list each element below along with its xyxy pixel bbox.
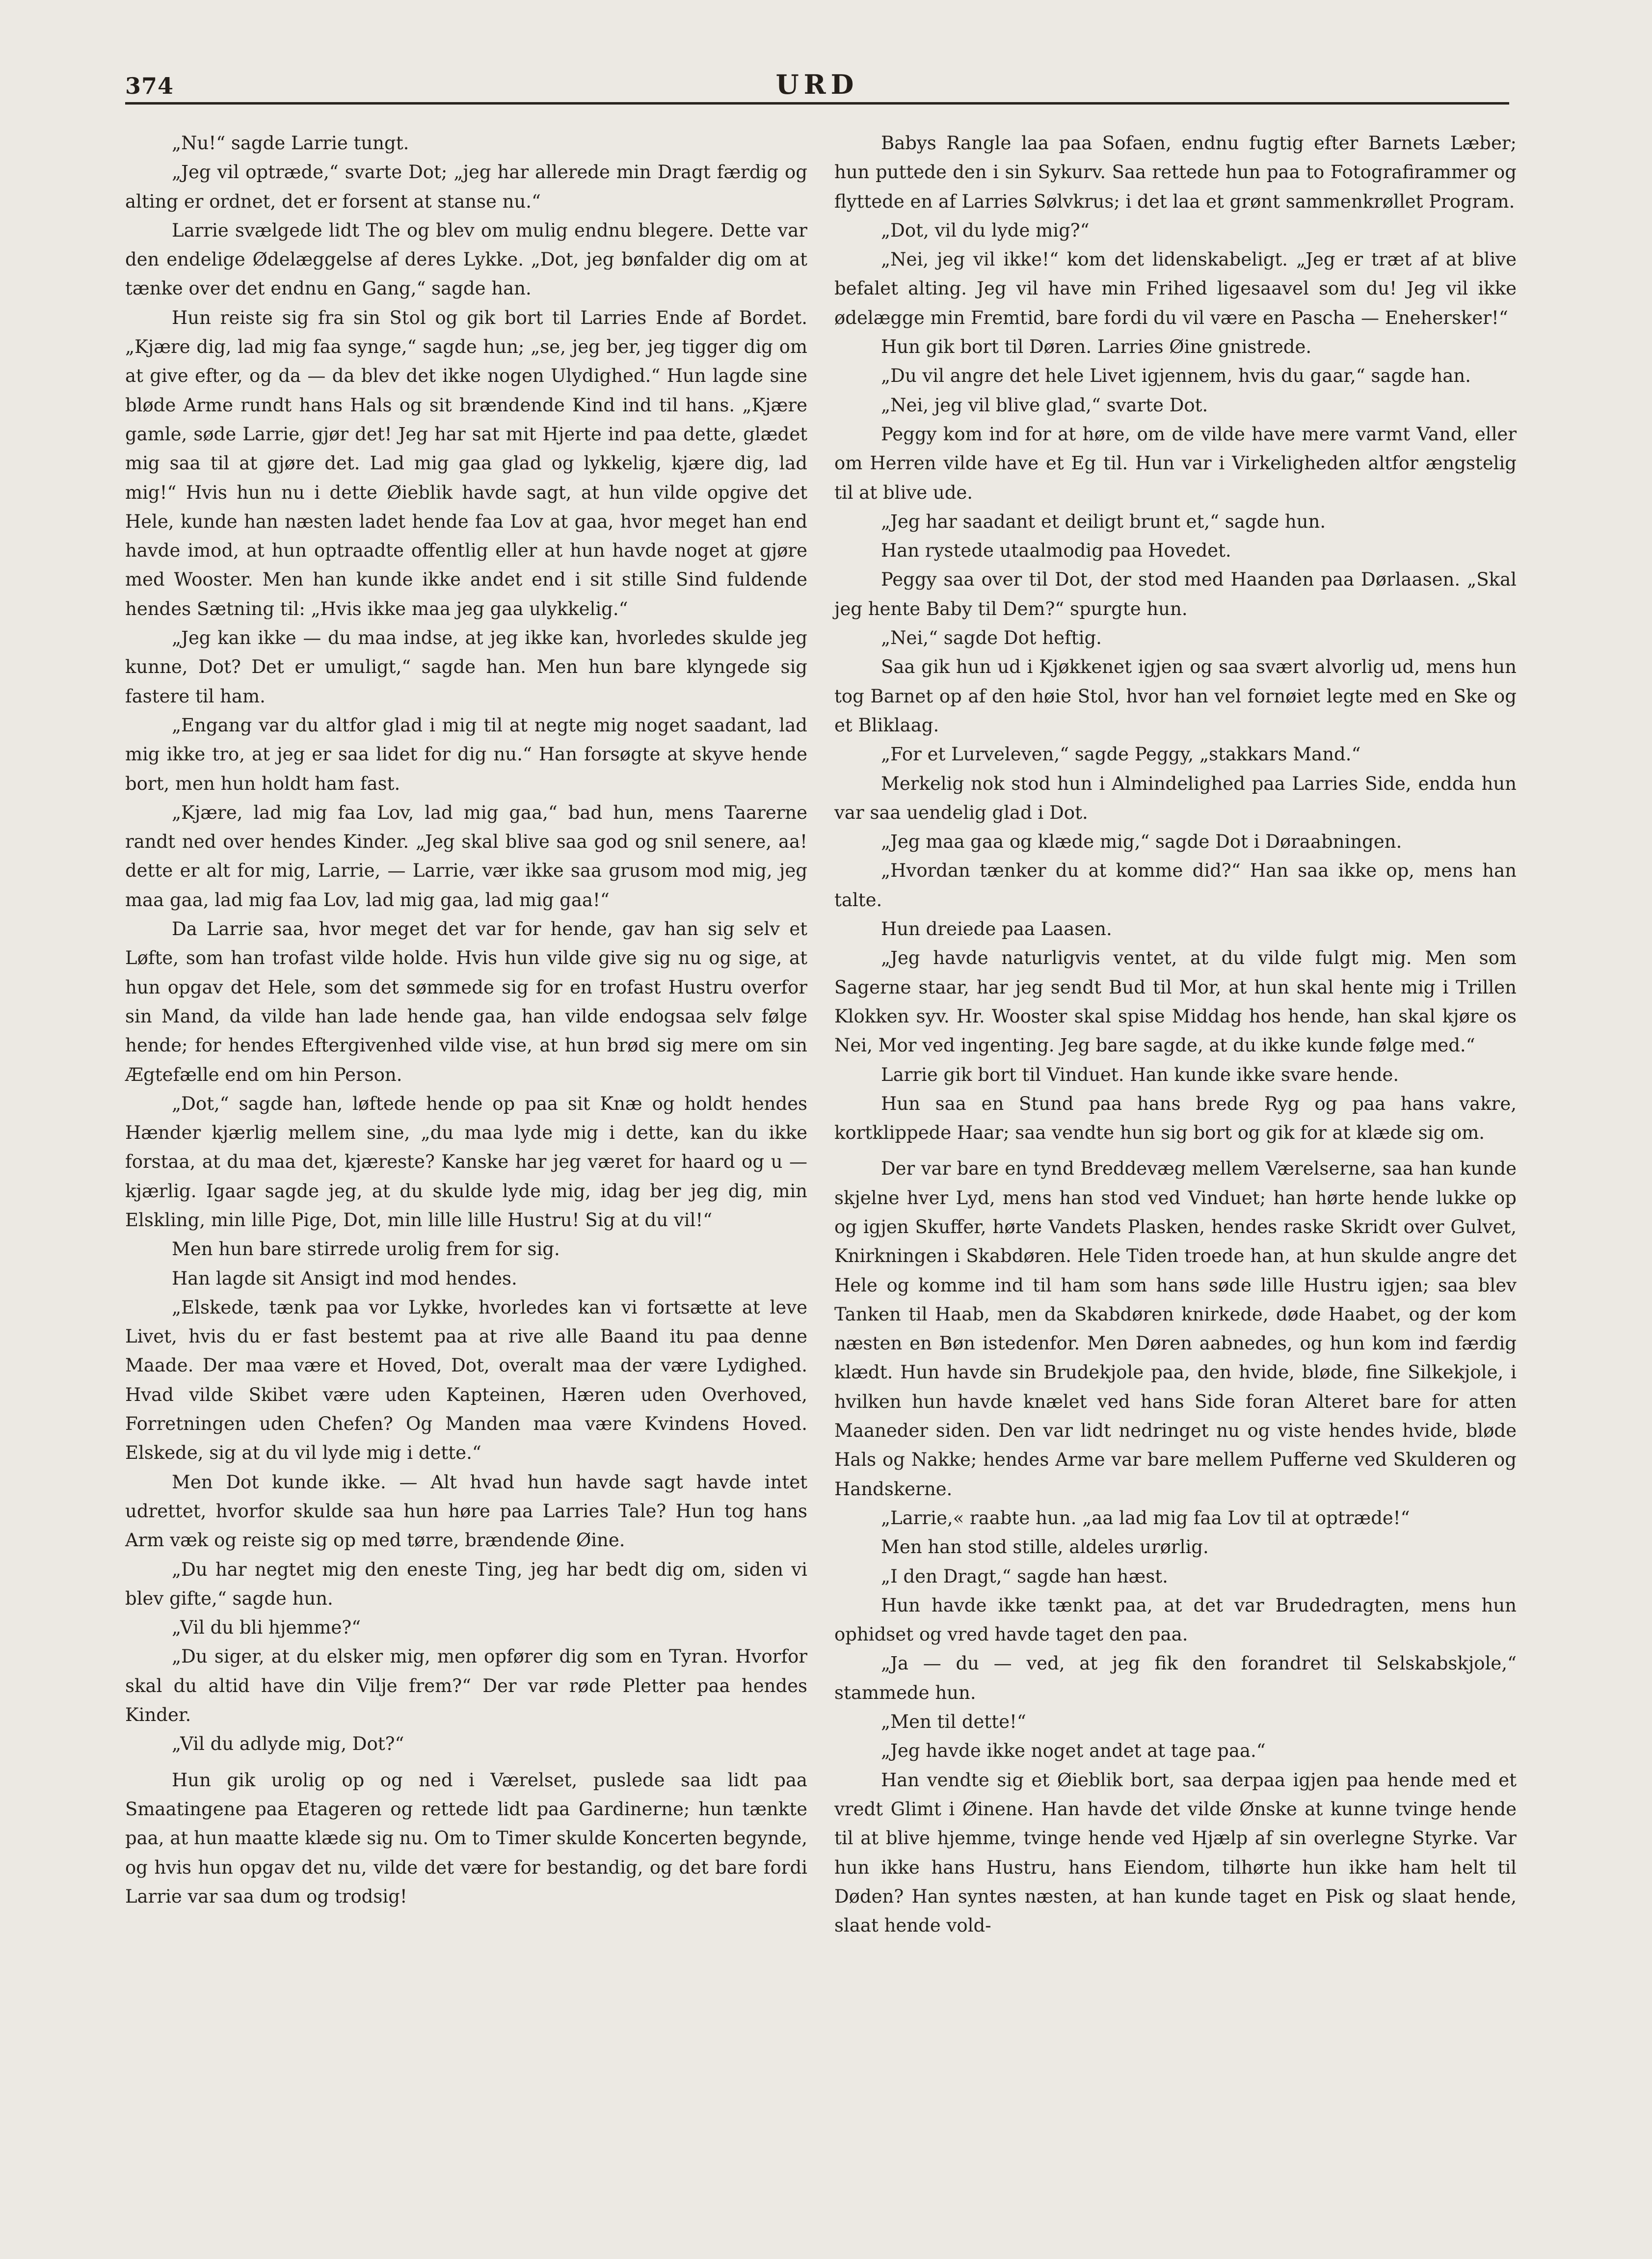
paragraph: Babys Rangle laa paa Sofaen, endnu fugtig efter Barnets Læber; hun puttede den i sin Sykurv. Saa rettede hun paa to Fotografirammer og flyttede en af Larries Sølvkrus; i det laa et grønt sammenkrøllet Program. <box>834 133 1517 212</box>
paragraph: „Nu!“ sagde Larrie tungt. <box>172 133 409 154</box>
paragraph: „Jeg havde naturligvis ventet, at du vilde fulgt mig. Men som Sagerne staar, har jeg sendt Bud til Mor, at hun skal hente mig i Trillen Klokken syv. Hr. Wooster skal spise Middag hos hende, han skal kjøre os Nei, Mor ved ingenting. Jeg bare sagde, at du ikke kunde følge med.“ <box>834 947 1517 1056</box>
paragraph: Saa gik hun ud i Kjøkkenet igjen og saa svært alvorlig ud, mens hun tog Barnet op af den høie Stol, hvor han vel fornøiet legte med en Ske og et Bliklaag. <box>834 656 1517 736</box>
paragraph: „Jeg vil optræde,“ svarte Dot; „jeg har allerede min Dragt færdig og alting er ordnet, det er forsent at stanse nu.“ <box>125 161 807 212</box>
paragraph: Hun dreiede paa Laasen. <box>881 918 1112 940</box>
paragraph: „Nei, jeg vil blive glad,“ svarte Dot. <box>881 394 1208 416</box>
paragraph: Hun gik bort til Døren. Larries Øine gnistrede. <box>881 336 1312 358</box>
paragraph: Han lagde sit Ansigt ind mod hendes. <box>172 1267 517 1289</box>
left-column <box>125 129 807 1911</box>
paragraph: Hun reiste sig fra sin Stol og gik bort til Larries Ende af Bordet. „Kjære dig, lad mig faa synge,“ sagde hun; „se, jeg ber, jeg tigger dig om at give efter, og da — da blev det ikke nogen Ulydighed.“ Hun lagde sine bløde Arme rundt hans Hals og sit brændende Kind ind til hans. „Kjære gamle, søde Larrie, gjør det! Jeg har sat mit Hjerte ind paa dette, glædet mig saa til at gjøre det. Lad mig gaa glad og lykkelig, kjære dig, lad mig!“ Hvis hun nu i dette Øieblik havde sagt, at hun vilde opgive det Hele, kunde han næsten ladet hende faa Lov at gaa, hvor meget han end havde imod, at hun optraadte offentlig eller at hun havde noget at gjøre med Wooster. Men han kunde ikke andet end i sit stille Sind fuldende hendes Sætning til: „Hvis ikke maa jeg gaa ulykkelig.“ <box>125 307 807 619</box>
paragraph: Han rystede utaalmodig paa Hovedet. <box>881 540 1231 562</box>
paragraph: Hun saa en Stund paa hans brede Ryg og paa hans vakre, kortklippede Haar; saa vendte hun sig bort og gik for at klæde sig om. <box>834 1093 1517 1144</box>
paragraph: Hun havde ikke tænkt paa, at det var Brudedragten, mens hun ophidset og vred havde taget den paa. <box>834 1594 1517 1645</box>
paragraph: „Jeg maa gaa og klæde mig,“ sagde Dot i Døraabningen. <box>881 831 1402 853</box>
paragraph: Hun gik urolig op og ned i Værelset, puslede saa lidt paa Smaatingene paa Etageren og rettede lidt paa Gardinerne; hun tænkte paa, at hun maatte klæde sig nu. Om to Timer skulde Koncerten begynde, og hvis hun opgav det nu, vilde det være for bestandig, og det bare fordi Larrie var saa dum og trodsig! <box>125 1769 807 1907</box>
paragraph: „Dot, vil du lyde mig?“ <box>881 219 1090 241</box>
paragraph: „Du siger, at du elsker mig, men opfører dig som en Tyran. Hvorfor skal du altid have din Vilje frem?“ Der var røde Pletter paa hendes Kinder. <box>125 1646 807 1726</box>
paragraph: Larrie gik bort til Vinduet. Han kunde ikke svare hende. <box>881 1064 1399 1085</box>
page-header <box>125 68 1509 105</box>
paragraph: „Nei, jeg vil ikke!“ kom det lidenskabeligt. „Jeg er træt af at blive befalet alting. Jeg vil have min Frihed ligesaavel som du! Jeg vil ikke ødelægge min Fremtid, bare fordi du vil være en Pascha — Enehersker!“ <box>834 249 1517 328</box>
journal-title: URD <box>775 69 859 100</box>
paragraph: „Vil du adlyde mig, Dot?“ <box>172 1733 404 1755</box>
paragraph: Merkelig nok stod hun i Almindelighed paa Larries Side, endda hun var saa uendelig glad i Dot. <box>834 773 1517 823</box>
paragraph: Men han stod stille, aldeles urørlig. <box>881 1536 1209 1558</box>
right-column <box>834 129 1517 1940</box>
paragraph: Peggy saa over til Dot, der stod med Haanden paa Dørlaasen. „Skal jeg hente Baby til Dem?“ spurgte hun. <box>834 569 1517 619</box>
paragraph: Da Larrie saa, hvor meget det var for hende, gav han sig selv et Løfte, som han trofast vilde holde. Hvis hun vilde give sig nu og sige, at hun opgav det Hele, som det sømmede sig for en trofast Hustru overfor sin Mand, da vilde han lade hende gaa, han vilde endogsaa selv følge hende; for hendes Eftergivenhed vilde vise, at hun brød sig mere om sin Ægtefælle end om hin Person. <box>125 918 807 1085</box>
paragraph: „Elskede, tænk paa vor Lykke, hvorledes kan vi fortsætte at leve Livet, hvis du er fast bestemt paa at rive alle Baand itu paa denne Maade. Der maa være et Hoved, Dot, overalt maa der være Lydighed. Hvad vilde Skibet være uden Kapteinen, Hæren uden Overhoved, Forretningen uden Chefen? Og Manden maa være Kvindens Hoved. Elskede, sig at du vil lyde mig i dette.“ <box>125 1296 807 1464</box>
page-number: 374 <box>125 73 174 99</box>
paragraph: „Du vil angre det hele Livet igjennem, hvis du gaar,“ sagde han. <box>881 365 1471 387</box>
paragraph: Han vendte sig et Øieblik bort, saa derpaa igjen paa hende med et vredt Glimt i Øinene. Han havde det vilde Ønske at kunne tvinge hende til at blive hjemme, tvinge hende ved Hjælp af sin overlegne Styrke. Var hun ikke hans Hustru, hans Eiendom, tilhørte hun ikke ham helt til Døden? Han syntes næsten, at han kunde taget en Pisk og slaat hende, slaat hende vold- <box>834 1769 1517 1936</box>
paragraph: „For et Lurveleven,“ sagde Peggy, „stakkars Mand.“ <box>881 744 1361 765</box>
paragraph: „Dot,“ sagde han, løftede hende op paa sit Knæ og holdt hendes Hænder kjærlig mellem sine, „du maa lyde mig i dette, kan du ikke forstaa, at du maa det, kjæreste? Kanske har jeg været for haard og u — kjærlig. Igaar sagde jeg, at du skulde lyde mig, idag ber jeg dig, min Elskling, min lille Pige, Dot, min lille lille Hustru! Sig at du vil!“ <box>125 1093 807 1231</box>
paragraph: „Du har negtet mig den eneste Ting, jeg har bedt dig om, siden vi blev gifte,“ sagde hun. <box>125 1559 807 1609</box>
paragraph: Men hun bare stirrede urolig frem for sig. <box>172 1238 560 1260</box>
paragraph: „Kjære, lad mig faa Lov, lad mig gaa,“ bad hun, mens Taarerne randt ned over hendes Kinder. „Jeg skal blive saa god og snil senere, aa! dette er alt for mig, Larrie, — Larrie, vær ikke saa grusom mod mig, jeg maa gaa, lad mig faa Lov, lad mig gaa, lad mig gaa!“ <box>125 802 807 911</box>
paragraph: „Jeg havde ikke noget andet at tage paa.“ <box>881 1740 1266 1762</box>
paragraph: Larrie svælgede lidt The og blev om mulig endnu blegere. Dette var den endelige Ødelæggelse af deres Lykke. „Dot, jeg bønfalder dig om at tænke over det endnu en Gang,“ sagde han. <box>125 219 807 299</box>
paragraph: „Ja — du — ved, at jeg fik den forandret til Selskabskjole,“ stammede hun. <box>834 1653 1517 1703</box>
paragraph: „Larrie,« raabte hun. „aa lad mig faa Lov til at optræde!“ <box>881 1507 1410 1529</box>
paragraph: „Vil du bli hjemme?“ <box>172 1617 361 1639</box>
paragraph: Der var bare en tynd Breddevæg mellem Værelserne, saa han kunde skjelne hver Lyd, mens han stod ved Vinduet; han hørte hende lukke op og igjen Skuffer, hørte Vandets Plasken, hendes raske Skridt over Gulvet, Knirkningen i Skabdøren. Hele Tiden troede han, at hun skulde angre det Hele og komme ind til ham som hans søde lille Hustru igjen; saa blev Tanken til Haab, men da Skabdøren knirkede, døde Haabet, og der kom næsten en Bøn istedenfor. Men Døren aabnedes, og hun kom ind færdig klædt. Hun havde sin Brudekjole paa, den hvide, bløde, fine Silkekjole, i hvilken hun havde knælet ved hans Side foran Alteret bare for atten Maaneder siden. Den var lidt nedringet nu og viste hendes hvide, bløde Hals og Nakke; hendes Arme var bare mellem Pufferne ved Skulderen og Handskerne. <box>834 1158 1517 1500</box>
paragraph: „Engang var du altfor glad i mig til at negte mig noget saadant, lad mig ikke tro, at jeg er saa lidet for dig nu.“ Han forsøgte at skyve hende bort, men hun holdt ham fast. <box>125 714 807 794</box>
paragraph: „Jeg har saadant et deiligt brunt et,“ sagde hun. <box>881 511 1326 532</box>
paragraph: „Jeg kan ikke — du maa indse, at jeg ikke kan, hvorledes skulde jeg kunne, Dot? Det er umuligt,“ sagde han. Men hun bare klyngede sig fastere til ham. <box>125 627 807 707</box>
paragraph: Men Dot kunde ikke. — Alt hvad hun havde sagt havde intet udrettet, hvorfor skulde saa hun høre paa Larries Tale? Hun tog hans Arm væk og reiste sig op med tørre, brændende Øine. <box>125 1471 807 1551</box>
paragraph: Peggy kom ind for at høre, om de vilde have mere varmt Vand, eller om Herren vilde have et Eg til. Hun var i Virkeligheden altfor ængstelig til at blive ude. <box>834 423 1517 503</box>
paragraph: „I den Dragt,“ sagde han hæst. <box>881 1565 1168 1587</box>
paragraph: „Nei,“ sagde Dot heftig. <box>881 627 1102 649</box>
paragraph: „Hvordan tænker du at komme did?“ Han saa ikke op, mens han talte. <box>834 860 1517 911</box>
paragraph: „Men til dette!“ <box>881 1711 1026 1733</box>
